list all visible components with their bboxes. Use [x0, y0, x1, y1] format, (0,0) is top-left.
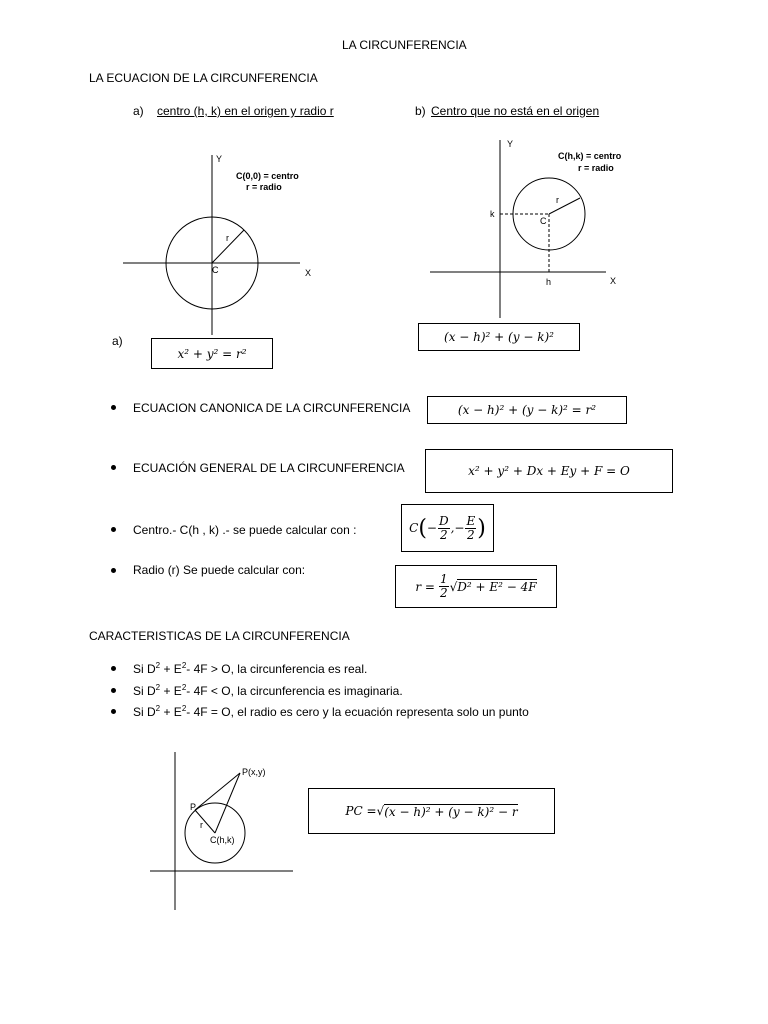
axis-y-label-a: Y	[216, 154, 223, 164]
paren-close: )	[477, 515, 486, 541]
case-b-heading: Centro que no está en el origen	[431, 104, 600, 118]
char-rest: - 4F = O, el radio es cero y la ecuación representa solo un punto	[186, 705, 529, 719]
equation-canonica-box: (x − h)² + (y − k)² = r²	[427, 396, 627, 424]
sqrt-sign-radio: √	[449, 579, 458, 594]
page-title: LA CIRCUNFERENCIA	[342, 38, 467, 52]
case-b-marker: b)	[415, 104, 426, 118]
char-mid: + E	[160, 705, 182, 719]
fraction-half-den: 2	[439, 586, 448, 600]
radius-label-c: r	[200, 820, 203, 830]
case-a-marker-2: a)	[112, 334, 123, 348]
equation-origin-box: x² + y² = r²	[151, 338, 273, 369]
bullet-radio-text: Radio (r) Se puede calcular con:	[133, 563, 306, 577]
radio-radicand: D² + E² − 4F	[457, 580, 537, 594]
pc-radicand: (x − h)² + (y − k)² − r	[384, 804, 518, 819]
paren-open: (	[418, 515, 427, 541]
fraction-d-den: 2	[439, 527, 448, 542]
radio-lhs: r =	[415, 579, 435, 594]
comma-sep: ,−	[450, 521, 465, 535]
point-p-label: P	[190, 802, 197, 812]
bullet-general-text: ECUACIÓN GENERAL DE LA CIRCUNFERENCIA	[133, 461, 405, 475]
h-label-b: h	[546, 277, 552, 287]
axis-y-label-b: Y	[507, 139, 514, 149]
center-label-b: C	[540, 216, 547, 226]
case-a-marker: a)	[133, 104, 144, 118]
fraction-e-num: E	[466, 513, 476, 528]
fraction-d-num: D	[438, 513, 449, 528]
fraction-e-den: 2	[467, 527, 475, 542]
char-exp: 2	[155, 683, 161, 692]
minus-sign-1: −	[426, 521, 437, 535]
pc-lhs: PC =	[345, 804, 377, 818]
equation-offset-box: (x − h)² + (y − k)²	[418, 323, 580, 351]
radius-note-b: r = radio	[578, 163, 614, 173]
char-mid: + E	[160, 684, 182, 698]
center-note-a: C(0,0) = centro	[236, 171, 299, 181]
equation-general-box: x² + y² + Dx + Ey + F = O	[425, 449, 673, 493]
center-label-c: C(h,k)	[210, 835, 235, 845]
char-mid: + E	[160, 662, 182, 676]
center-label-a: C	[212, 265, 219, 275]
fraction-half-num: 1	[439, 572, 448, 586]
char-prefix: Si D	[133, 662, 156, 676]
axis-x-label-a: X	[305, 268, 312, 278]
centro-c: C	[409, 521, 419, 535]
char-exp: 2	[155, 661, 161, 670]
char-prefix: Si D	[133, 705, 156, 719]
axis-x-label-b: X	[610, 276, 617, 286]
char-exp: 2	[181, 683, 187, 692]
radius-label-b: r	[556, 195, 559, 205]
equation-pc-box	[308, 788, 555, 834]
case-a-heading: centro (h, k) en el origen y radio r	[157, 104, 334, 118]
char-prefix: Si D	[133, 684, 156, 698]
char-rest: - 4F < O, la circunferencia es imaginaria.	[186, 684, 403, 698]
bullet-canonica-text: ECUACION CANONICA DE LA CIRCUNFERENCIA	[133, 401, 411, 415]
char-exp: 2	[181, 704, 187, 713]
k-label-b: k	[490, 209, 495, 219]
char-rest: - 4F > O, la circunferencia es real.	[186, 662, 368, 676]
radius-label-a: r	[226, 233, 229, 243]
center-note-b: C(h,k) = centro	[558, 151, 622, 161]
point-p-xy-label: P(x,y)	[242, 767, 266, 777]
radius-note-a: r = radio	[246, 182, 282, 192]
char-exp: 2	[181, 661, 187, 670]
sqrt-sign-pc: √	[376, 804, 385, 818]
section-heading-characteristics: CARACTERISTICAS DE LA CIRCUNFERENCIA	[89, 629, 350, 643]
char-exp: 2	[155, 704, 161, 713]
bullet-centro-text: Centro.- C(h , k) .- se puede calcular con :	[133, 523, 357, 537]
section-heading-equation: LA ECUACION DE LA CIRCUNFERENCIA	[89, 71, 318, 85]
